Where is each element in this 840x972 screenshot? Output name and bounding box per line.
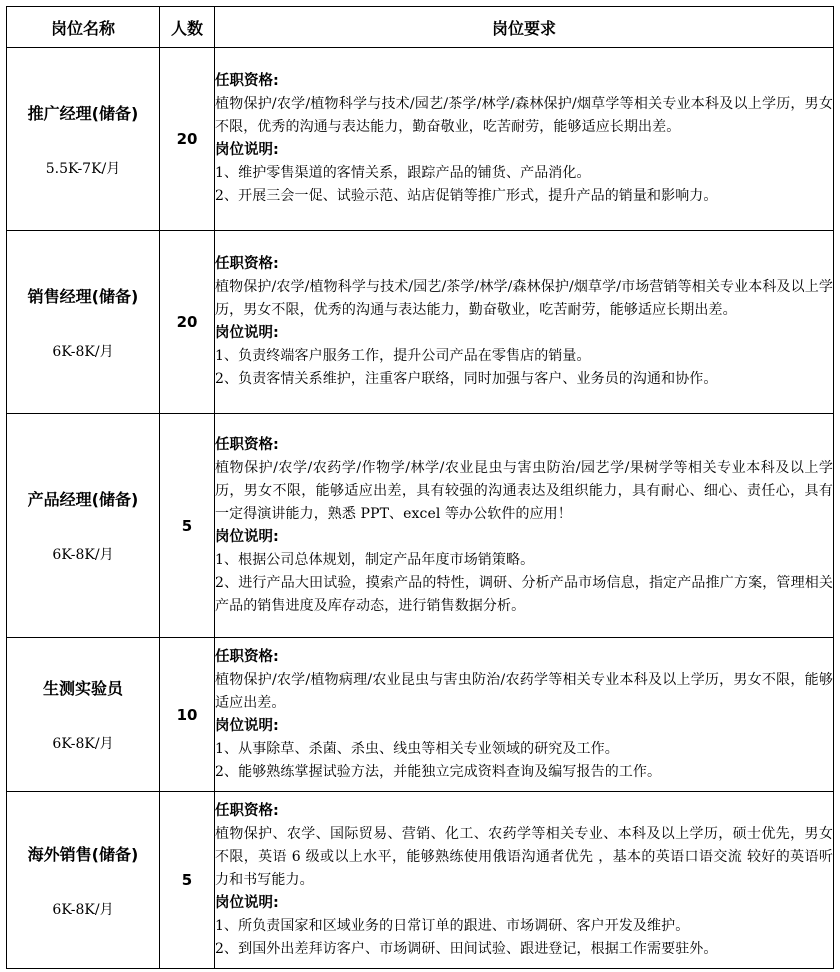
description-heading: 岗位说明: bbox=[215, 325, 279, 341]
position-title: 销售经理(储备) bbox=[27, 286, 139, 306]
position-cell bbox=[7, 792, 160, 969]
description-heading: 岗位说明: bbox=[215, 142, 279, 158]
description-item: 1、从事除草、杀菌、杀虫、线虫等相关专业领域的研究及工作。 bbox=[215, 740, 619, 757]
requirements-cell bbox=[215, 48, 834, 231]
position-salary: 6K-8K/月 bbox=[52, 901, 114, 918]
qualification-text: 植物保护/农学/农药学/作物学/林学/农业昆虫与害虫防治/园艺学/果树学等相关专业本科及以上学历，男女不限，能够适应出差，具有较强的沟通表达及组织能力，具有耐心、细心、责任心，具有一定得演讲能力，熟悉 PPT、excel 等办公软件的应用！ bbox=[215, 459, 833, 522]
position-cell bbox=[7, 638, 160, 792]
qualification-text: 植物保护/农学/植物病理/农业昆虫与害虫防治/农药学等相关专业本科及以上学历，男女不限，能够适应出差。 bbox=[215, 671, 833, 711]
qualification-heading: 任职资格: bbox=[215, 648, 279, 665]
position-title: 推广经理(储备) bbox=[27, 103, 139, 123]
job-table bbox=[6, 6, 834, 969]
description-item: 1、根据公司总体规划，制定产品年度市场销策略。 bbox=[215, 551, 535, 568]
position-salary: 6K-8K/月 bbox=[52, 736, 114, 752]
description-heading: 岗位说明: bbox=[215, 717, 279, 734]
position-salary: 6K-8K/月 bbox=[52, 547, 114, 563]
position-cell bbox=[7, 414, 160, 638]
qualification-text: 植物保护、农学、国际贸易、营销、化工、农药学等相关专业、本科及以上学历，硕士优先，男女不限，英语 6 级或以上水平，能够熟练使用俄语沟通者优先 ，基本的英语口语交流 较好的英语听力和书写能力。 bbox=[215, 825, 833, 888]
position-title: 生测实验员 bbox=[42, 679, 123, 698]
description-heading: 岗位说明: bbox=[215, 894, 279, 911]
qualification-heading: 任职资格: bbox=[215, 436, 279, 453]
table-row bbox=[7, 792, 834, 969]
table-row bbox=[7, 48, 834, 231]
requirements-cell bbox=[215, 231, 834, 414]
header-requirements: 岗位要求 bbox=[215, 7, 834, 48]
position-cell bbox=[7, 48, 160, 231]
headcount-cell: 20 bbox=[160, 231, 215, 414]
qualification-heading: 任职资格: bbox=[215, 73, 279, 89]
header-row bbox=[7, 7, 834, 48]
header-headcount: 人数 bbox=[160, 7, 215, 48]
table-row bbox=[7, 638, 834, 792]
headcount-cell: 5 bbox=[160, 792, 215, 969]
qualification-heading: 任职资格: bbox=[215, 802, 279, 819]
description-item: 2、到国外出差拜访客户、市场调研、田间试验、跟进登记，根据工作需要驻外。 bbox=[215, 940, 718, 957]
description-item: 1、维护零售渠道的客情关系，跟踪产品的铺货、产品消化。 bbox=[215, 165, 591, 181]
qualification-text: 植物保护/农学/植物科学与技术/园艺/茶学/林学/森林保护/烟草学/市场营销等相关专业本科及以上学历，男女不限，优秀的沟通与表达能力，勤奋敬业，吃苦耐劳，能够适应长期出差。 bbox=[215, 279, 833, 318]
position-salary: 6K-8K/月 bbox=[52, 343, 114, 360]
requirements-cell bbox=[215, 792, 834, 969]
description-item: 2、负责客情关系维护，注重客户联络，同时加强与客户、业务员的沟通和协作。 bbox=[215, 371, 718, 387]
position-title: 产品经理(储备) bbox=[27, 490, 139, 509]
description-heading: 岗位说明: bbox=[215, 528, 279, 545]
description-item: 1、负责终端客户服务工作，提升公司产品在零售店的销量。 bbox=[215, 348, 591, 364]
headcount-cell: 20 bbox=[160, 48, 215, 231]
table-row bbox=[7, 414, 834, 638]
qualification-heading: 任职资格: bbox=[215, 256, 279, 272]
table-row bbox=[7, 231, 834, 414]
position-cell bbox=[7, 231, 160, 414]
description-item: 2、开展三会一促、试验示范、站店促销等推广形式，提升产品的销量和影响力。 bbox=[215, 188, 718, 204]
description-item: 1、所负责国家和区域业务的日常订单的跟进、市场调研、客户开发及维护。 bbox=[215, 917, 690, 934]
qualification-text: 植物保护/农学/植物科学与技术/园艺/茶学/林学/森林保护/烟草学等相关专业本科及以上学历，男女不限，优秀的沟通与表达能力，勤奋敬业，吃苦耐劳，能够适应长期出差。 bbox=[215, 96, 833, 135]
headcount-cell: 10 bbox=[160, 638, 215, 792]
headcount-cell: 5 bbox=[160, 414, 215, 638]
requirements-cell bbox=[215, 638, 834, 792]
description-item: 2、进行产品大田试验，摸索产品的特性，调研、分析产品市场信息，指定产品推广方案，管理相关产品的销售进度及库存动态，进行销售数据分析。 bbox=[215, 574, 833, 614]
position-salary: 5.5K-7K/月 bbox=[45, 160, 121, 177]
position-title: 海外销售(储备) bbox=[27, 844, 139, 864]
header-position-name: 岗位名称 bbox=[7, 7, 160, 48]
requirements-cell bbox=[215, 414, 834, 638]
description-item: 2、能够熟练掌握试验方法，并能独立完成资料查询及编写报告的工作。 bbox=[215, 763, 662, 780]
